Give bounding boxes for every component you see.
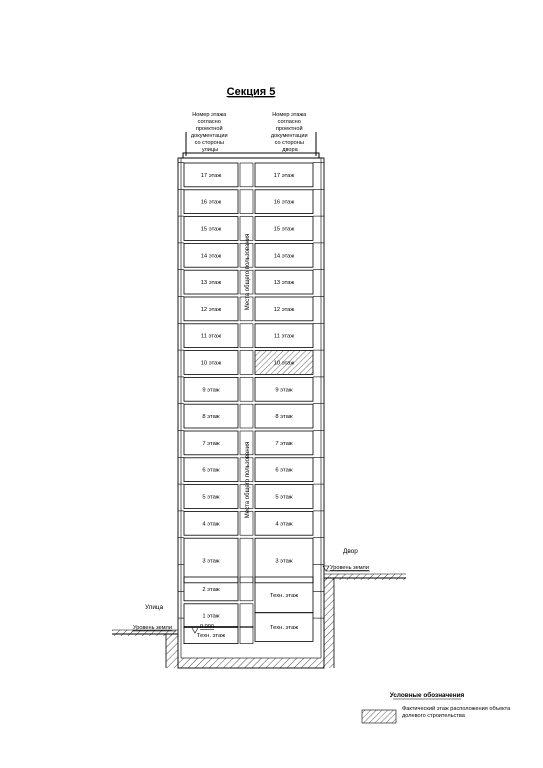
floor-label: 10 этаж xyxy=(200,360,222,367)
floor-label: 9 этаж xyxy=(202,387,220,394)
floor-label: 7 этаж xyxy=(275,440,293,447)
header-line: двора xyxy=(282,147,298,153)
floor-label: 15 этаж xyxy=(273,226,295,233)
floor-label: Техн. этаж xyxy=(269,592,299,599)
shaft-segment xyxy=(240,351,253,375)
shaft-label-upper: Места общего пользования xyxy=(245,233,251,311)
floor-label: 3 этаж xyxy=(275,558,293,565)
floor-label: 1 этаж xyxy=(202,613,220,620)
shaft-segment xyxy=(240,604,253,628)
shaft-segment xyxy=(240,190,253,214)
floor-label: 5 этаж xyxy=(202,494,220,501)
shaft-label-lower: Места общего пользования xyxy=(245,441,251,519)
floor-label: 5 этаж xyxy=(275,494,293,501)
street-side-header xyxy=(191,112,229,153)
floor-label: 16 этаж xyxy=(273,199,295,206)
legend-item-text: Фактический этаж расположения объекта долевого строительства xyxy=(402,706,511,719)
shafts xyxy=(178,163,324,644)
yard-ground-level-label: Уровень земли xyxy=(330,565,369,571)
floor-label: 2 этаж xyxy=(202,586,220,593)
floor-label: 12 этаж xyxy=(273,306,295,313)
shaft-segment xyxy=(240,404,253,428)
header-line: документации xyxy=(190,133,228,139)
floor-label: 8 этаж xyxy=(202,414,220,421)
shaft-segment xyxy=(240,577,253,601)
yard-label: Двор xyxy=(343,548,358,555)
floor-label: 6 этаж xyxy=(275,467,293,474)
floor-label: 12 этаж xyxy=(200,306,222,313)
header-line: согласно xyxy=(197,119,221,125)
floor-label: 6 этаж xyxy=(202,467,220,474)
header-line: Номер этажа xyxy=(272,112,307,118)
header-line: проектной xyxy=(195,126,223,132)
header-line: улицы xyxy=(201,147,219,153)
floor-label: 9 этаж xyxy=(275,387,293,394)
floor-label: 4 этаж xyxy=(202,521,220,528)
floor-label: 15 этаж xyxy=(200,226,222,233)
floor-label: 3 этаж xyxy=(202,558,220,565)
floor-label: 14 этаж xyxy=(273,253,295,260)
yard-ground xyxy=(324,574,406,668)
section-title: Секция 5 xyxy=(226,86,276,98)
floor-label: 10 этаж xyxy=(273,360,295,367)
floor-label: 17 этаж xyxy=(273,172,295,179)
floor-label: 13 этаж xyxy=(200,280,222,287)
shaft-segment xyxy=(240,163,253,187)
building-walls xyxy=(178,158,324,668)
header-line: проектной xyxy=(275,126,303,132)
floor-label: 4 этаж xyxy=(275,521,293,528)
floor-label: 16 этаж xyxy=(200,199,222,206)
street-ground-level-label: Уровень земли xyxy=(133,625,172,631)
shaft-segment xyxy=(240,324,253,348)
shaft-segment xyxy=(240,377,253,401)
floor-label: 17 этаж xyxy=(200,172,222,179)
floor-label: 11 этаж xyxy=(273,333,295,340)
floor-label: 13 этаж xyxy=(273,280,295,287)
floor-label: 8 этаж xyxy=(275,414,293,421)
shaft-segment xyxy=(240,538,253,583)
shaft-segment xyxy=(240,627,253,644)
floor-label: 7 этаж xyxy=(202,440,220,447)
header-line: со стороны xyxy=(194,140,224,146)
header-line: согласно xyxy=(277,119,301,125)
foundation xyxy=(178,658,324,668)
street-label: Улица xyxy=(145,604,164,611)
zero-mark-label: 0.000 xyxy=(200,624,214,630)
floor-label: Техн. этаж xyxy=(196,633,226,640)
header-line: документации xyxy=(270,133,308,139)
floor-label: 11 этаж xyxy=(200,333,222,340)
yard-side-header xyxy=(271,112,309,153)
legend-hatch-swatch xyxy=(362,710,396,723)
floor-label: Техн. этаж xyxy=(269,625,299,632)
street-ground xyxy=(112,630,178,668)
legend-title: Условные обозначения xyxy=(389,692,465,699)
floor-label: 14 этаж xyxy=(200,253,222,260)
legend xyxy=(362,691,532,730)
header-line: со стороны xyxy=(274,140,304,146)
header-line: Номер этажа xyxy=(192,112,227,118)
